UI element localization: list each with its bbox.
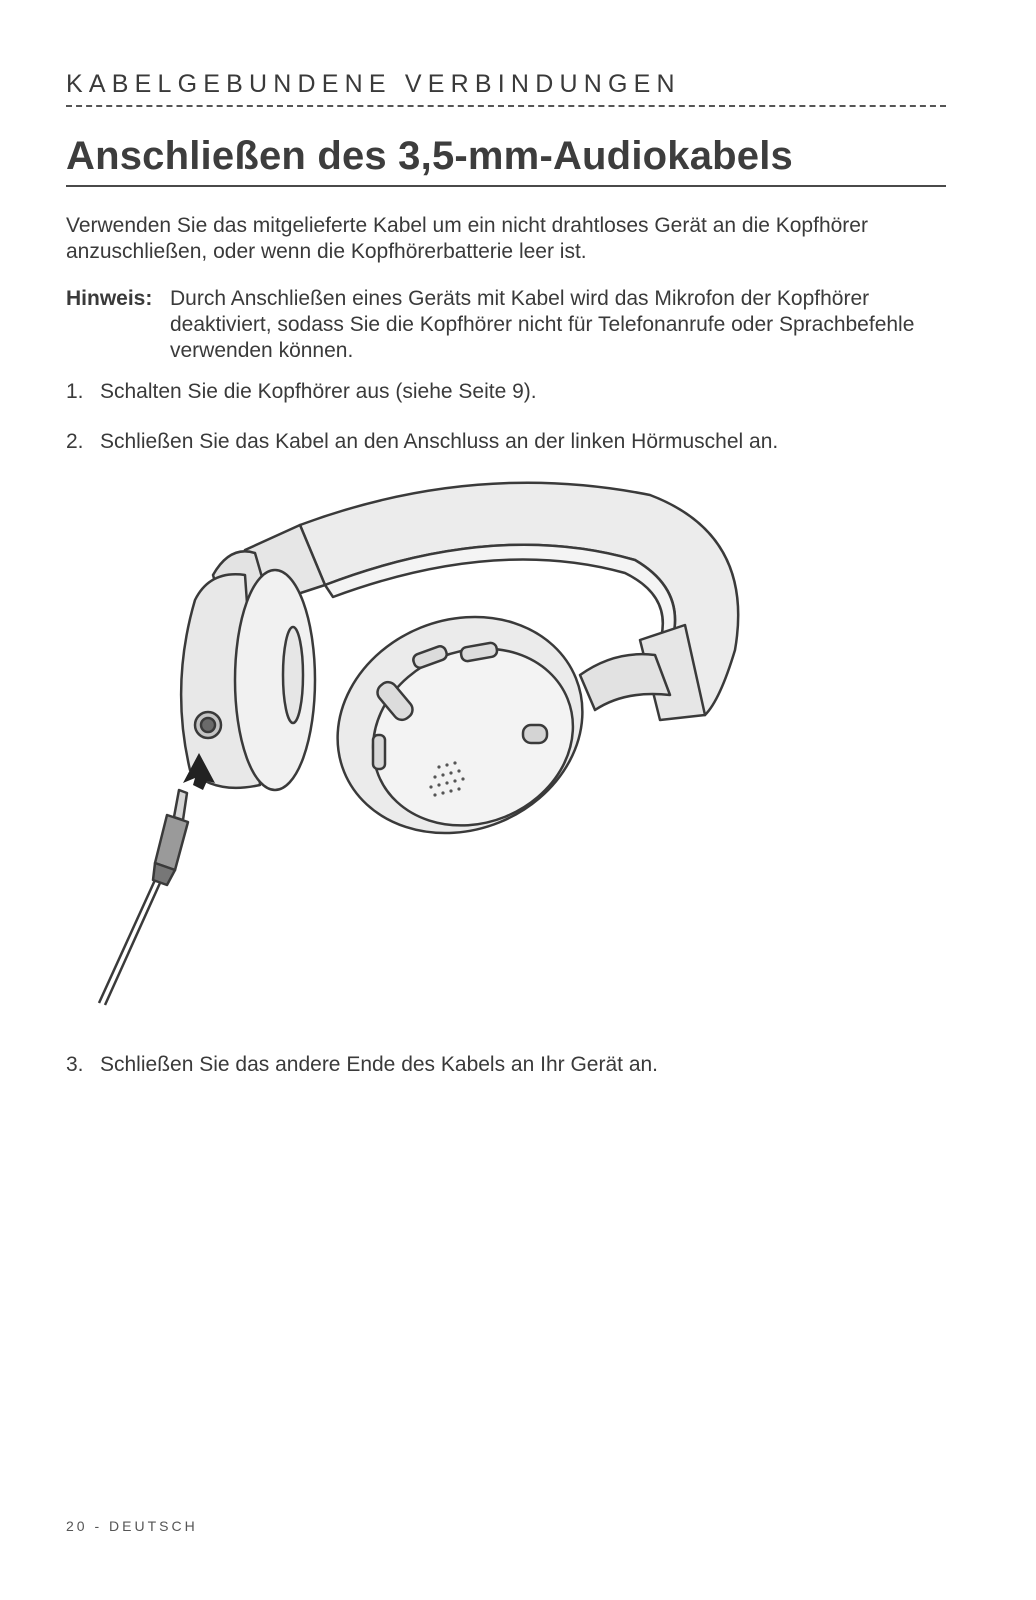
header-divider <box>66 105 946 107</box>
intro-paragraph: Verwenden Sie das mitgelieferte Kabel um ein nicht drahtloses Gerät an die Kopfhörer anzuschließen, oder wenn die Kopfhörerbatterie leer ist. <box>66 214 868 263</box>
note-text: Durch Anschließen eines Geräts mit Kabel wird das Mikrofon der Kopfhörer deaktiviert, sodass Sie die Kopfhörer nicht für Telefonanrufe oder Sprachbefehle verwenden können. <box>170 287 915 362</box>
step-number: 2. <box>66 430 84 453</box>
step-text: Schließen Sie das Kabel an den Anschluss an der linken Hörmuschel an. <box>100 430 779 453</box>
step-1 <box>66 379 537 405</box>
step-text: Schließen Sie das andere Ende des Kabels an Ihr Gerät an. <box>100 1053 659 1076</box>
step-3 <box>66 1052 658 1078</box>
step-text: Schalten Sie die Kopfhörer aus (siehe Seite 9). <box>100 380 537 403</box>
section-header: KABELGEBUNDENE VERBINDUNGEN <box>66 70 681 98</box>
step-number: 3. <box>66 1053 84 1076</box>
step-2 <box>66 429 778 455</box>
step-number: 1. <box>66 380 84 403</box>
page-title: Anschließen des 3,5-mm-Audiokabels <box>66 134 793 178</box>
page-footer: 20 - DEUTSCH <box>66 1518 198 1534</box>
note-label: Hinweis: <box>66 287 153 310</box>
headphones-cable-illustration <box>95 475 755 1025</box>
title-underline <box>66 185 946 187</box>
